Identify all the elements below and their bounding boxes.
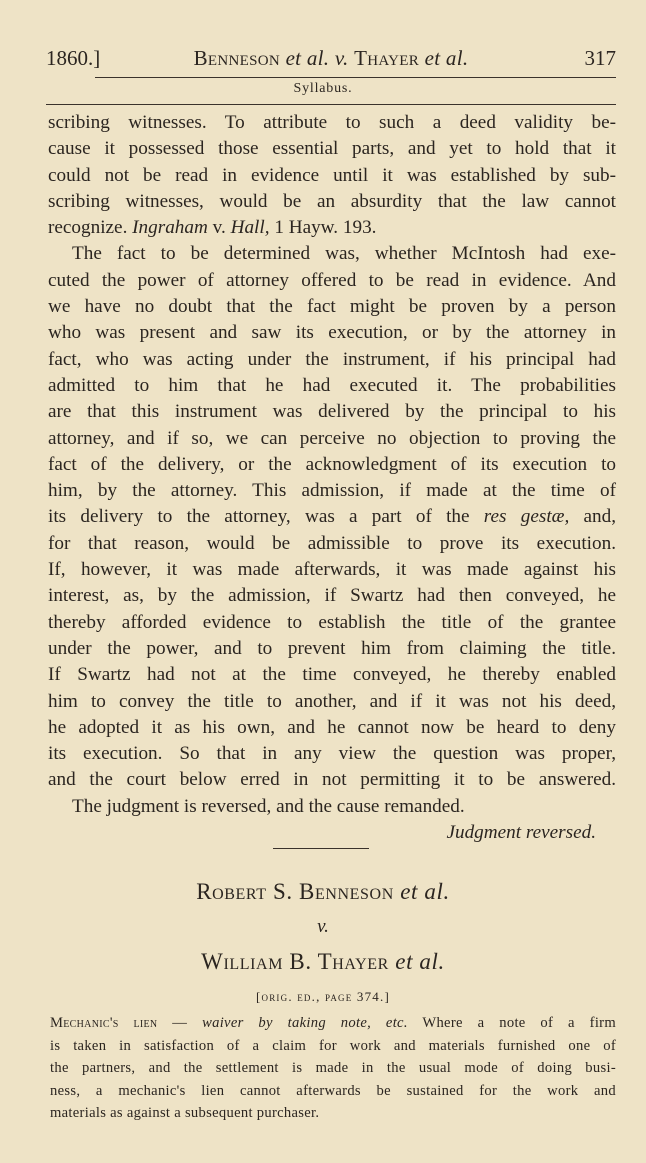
text-line: interest, as, by the admission, if Swartz had then conveyed, he xyxy=(48,585,616,607)
section-label: Syllabus. xyxy=(293,81,353,96)
judgment: Judgment reversed. xyxy=(446,822,596,844)
text-line: thereby afforded evidence to establish the title of the grantee xyxy=(48,611,616,633)
cite-prefix: recognize. xyxy=(48,217,128,239)
text-line: cause it possessed those essential parts, and yet to hold that it xyxy=(48,138,616,160)
running-case-title xyxy=(46,46,616,71)
cite-case-1: Ingraham xyxy=(132,217,208,239)
citation-line xyxy=(48,215,616,241)
text-line: cuted the power of attorney offered to be read in evidence. And xyxy=(48,269,616,291)
case-name-5: et al. xyxy=(424,46,469,70)
defendant-etal: et al. xyxy=(395,949,445,974)
syllabus-line: the partners, and the settlement is made in the usual mode of doing busi- xyxy=(50,1060,616,1076)
case-separator-rule xyxy=(273,848,369,849)
text-line: scribing witnesses. To attribute to such a deed validity be- xyxy=(48,112,616,133)
text-line: its execution. So that in any view the question was proper, xyxy=(48,743,616,765)
text-line: who was present and saw its execution, or by the attorney in xyxy=(48,322,616,344)
case-name-3: v. xyxy=(334,46,349,70)
case-name-2: et al. xyxy=(285,46,330,70)
next-case-title xyxy=(0,874,646,1014)
syllabus-line: materials as against a subsequent purchaser. xyxy=(50,1105,320,1121)
syllabus-first-line xyxy=(50,1012,616,1035)
versus: v. xyxy=(317,916,329,937)
syllabus-topic: waiver by taking note, etc. xyxy=(202,1015,408,1031)
header-rule xyxy=(95,77,616,78)
case-syllabus xyxy=(50,1012,616,1125)
text-line: admitted to him that he had executed it. The probabilities xyxy=(48,374,616,396)
text-line: fact, who was acting under the instrument, if his principal had xyxy=(48,348,616,370)
year: 1860.] xyxy=(46,46,101,70)
res-gestae-line xyxy=(48,504,616,530)
text-line: The judgment is reversed, and the cause remanded. xyxy=(72,795,465,817)
cite-v: v. xyxy=(212,217,226,239)
plaintiff: Robert S. Benneson xyxy=(196,879,394,904)
defendant-line xyxy=(0,944,646,980)
case-name-4: Thayer xyxy=(354,46,420,70)
text-line: are that this instrument was delivered by the principal to his xyxy=(48,401,616,423)
text-line: under the power, and to prevent him from claiming the title. xyxy=(48,637,616,659)
res-gestae-post: and, xyxy=(583,506,617,528)
syllabus-heading: Mechanic's lien xyxy=(50,1015,158,1031)
text-line: and the court below erred in not permitting it to be answered. xyxy=(48,769,616,791)
defendant: William B. Thayer xyxy=(201,949,389,974)
plaintiff-line xyxy=(0,874,646,910)
syllabus-line: ness, a mechanic's lien cannot afterwards be sustained for the work and xyxy=(50,1082,616,1099)
text-line: If, however, it was made afterwards, it was made against his xyxy=(48,559,616,581)
res-gestae-pre: its delivery to the attorney, was a part of the xyxy=(48,506,470,528)
original-edition-reference: [orig. ed., page 374.] xyxy=(256,989,390,1004)
syllabus-dash: — xyxy=(172,1015,188,1031)
text-line: him, by the attorney. This admission, if made at the time of xyxy=(48,480,616,502)
opinion-text xyxy=(48,110,616,846)
text-line: scribing witnesses, would be an absurdity that the law cannot xyxy=(48,190,616,212)
syllabus-line: is taken in satisfaction of a claim for work and materials furnished one of xyxy=(50,1037,616,1054)
text-line: The fact to be determined was, whether McIntosh had exe- xyxy=(72,243,616,265)
text-line: him to convey the title to another, and if it was not his deed, xyxy=(48,690,616,712)
page-number: 317 xyxy=(584,46,616,70)
cite-case-2: Hall, xyxy=(230,217,270,239)
res-gestae-term: res gestæ, xyxy=(483,506,570,528)
judgment-line xyxy=(48,820,616,846)
cite-ref: 1 Hayw. 193. xyxy=(274,217,377,239)
text-line: could not be read in evidence until it was established by sub- xyxy=(48,164,616,186)
text-line: for that reason, would be admissible to prove its execution. xyxy=(48,532,616,554)
syllabus-text: Where a note of a firm xyxy=(422,1015,616,1031)
text-line: If Swartz had not at the time conveyed, he thereby enabled xyxy=(48,664,616,686)
running-head xyxy=(46,46,616,76)
text-line: fact of the delivery, or the acknowledgment of its execution to xyxy=(48,453,616,475)
text-line: we have no doubt that the fact might be proven by a person xyxy=(48,296,616,318)
case-name-1: Benneson xyxy=(193,46,280,70)
text-line: attorney, and if so, we can perceive no objection to proving the xyxy=(48,427,616,449)
plaintiff-etal: et al. xyxy=(400,879,450,904)
text-line: he adopted it as his own, and he cannot now be heard to deny xyxy=(48,716,616,738)
section-rule xyxy=(46,104,616,105)
